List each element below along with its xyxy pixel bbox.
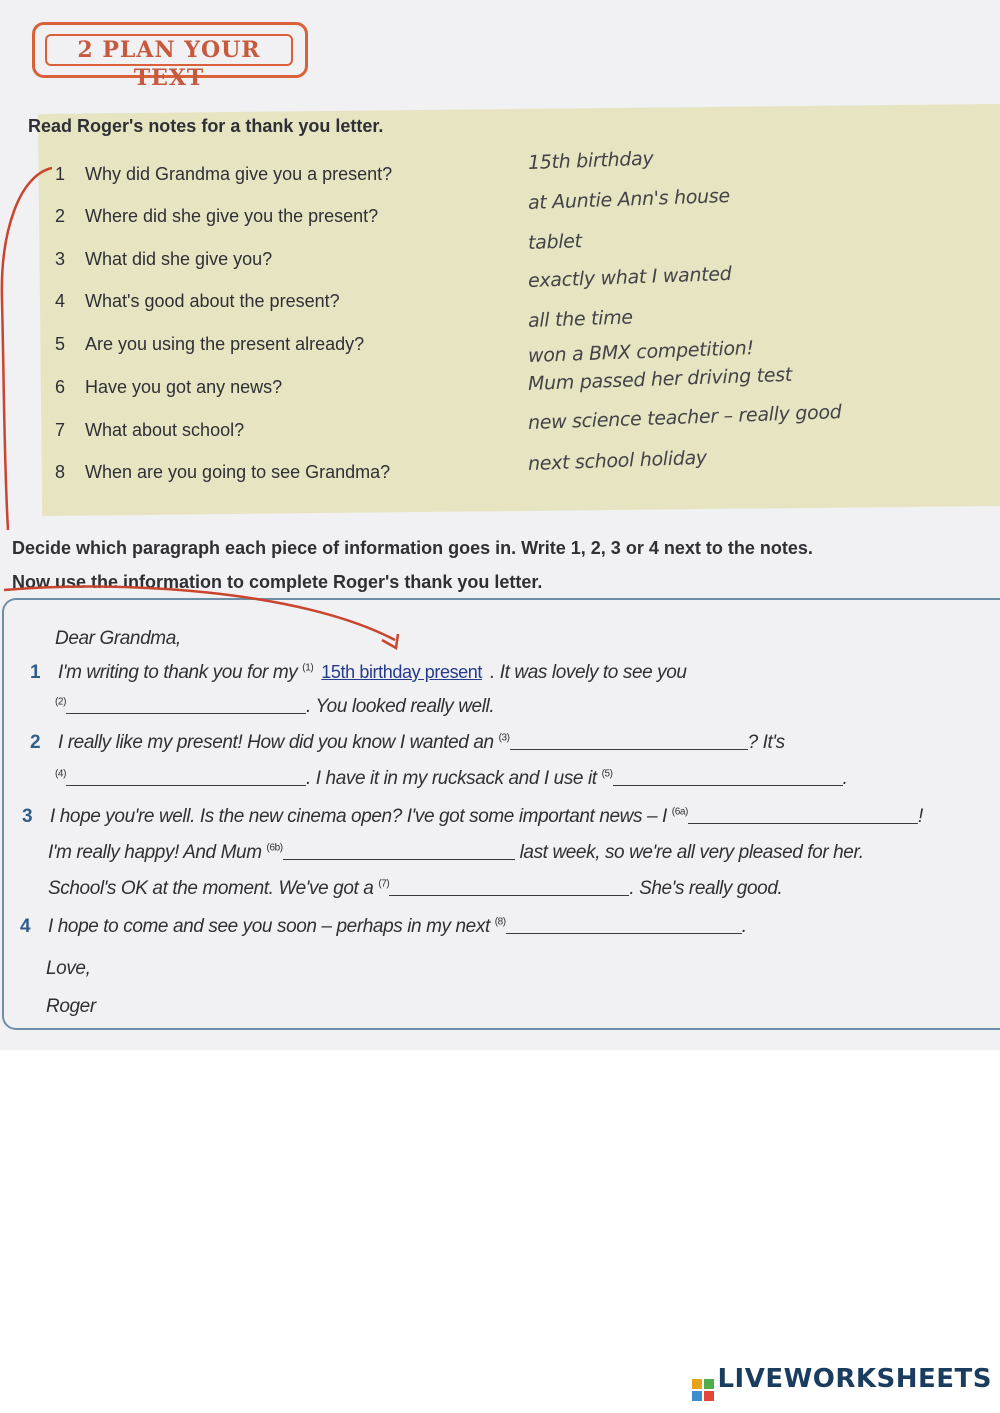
letter-paragraph-1: 1 I'm writing to thank you for my $^{(1)}$ 15th birthday present . It was lovely to see you — [30, 662, 687, 683]
arrow-curve — [4, 587, 395, 640]
note-question: 6 Have you got any news? — [55, 377, 283, 397]
instruction-line-1: Decide which paragraph each piece of information goes in. Write 1, 2, 3 or 4 next to the notes. — [12, 538, 813, 558]
note-answer: new science teacher – really good — [527, 401, 842, 434]
note-answer: tablet — [527, 230, 583, 254]
note-answer: at Auntie Ann's house — [527, 184, 731, 214]
letter-paragraph-3: 3 I hope you're well. Is the new cinema open? I've got some important news – I $^{(6a)}$ ! — [22, 806, 923, 827]
instruction-line-2: Now use the information to complete Roger's thank you letter. — [12, 572, 543, 592]
liveworksheets-logo: LIVEWORKSHEETS — [692, 1364, 992, 1401]
letter-paragraph-2: 2 I really like my present! How did you know I wanted an $^{(3)}$ ? It's — [30, 732, 785, 753]
note-question: 5 Are you using the present already? — [55, 334, 365, 354]
note-question: 8 When are you going to see Grandma? — [55, 462, 391, 482]
letter-signature: Roger — [46, 996, 96, 1017]
note-answer: next school holiday — [527, 446, 708, 475]
section-badge-label: 2 PLAN YOUR TEXT — [45, 34, 293, 66]
note-answer: Mum passed her driving test — [527, 363, 793, 395]
answer-1[interactable]: 15th birthday present — [321, 662, 483, 682]
letter-line: I'm really happy! And Mum $^{(6b)}$ last week, so we're all very pleased for her. — [48, 842, 864, 863]
note-question: 3 What did she give you? — [55, 249, 273, 269]
note-question: 1 Why did Grandma give you a present? — [55, 164, 393, 184]
letter-closing: Love, — [46, 958, 91, 979]
letter-line: $^{(4)}$ . I have it in my rucksack and I use it $^{(5)}$ . — [55, 768, 848, 789]
letter-paragraph-4: 4 I hope to come and see you soon – perhaps in my next $^{(8)}$ . — [20, 916, 747, 937]
note-question: 2 Where did she give you the present? — [55, 206, 379, 226]
note-question: 7 What about school? — [55, 420, 245, 440]
intro-text: Read Roger's notes for a thank you letter. — [28, 116, 384, 136]
letter-line: $^{(2)}$ . You looked really well. — [55, 696, 495, 717]
logo-mark-icon — [692, 1379, 714, 1401]
note-answer: 15th birthday — [527, 147, 654, 174]
note-answer: exactly what I wanted — [527, 262, 732, 292]
note-answer: all the time — [527, 306, 634, 332]
note-answer: won a BMX competition! — [527, 337, 755, 367]
letter-greeting: Dear Grandma, — [55, 628, 181, 649]
letter-line: School's OK at the moment. We've got a $^{(7)}$ . She's really good. — [48, 878, 783, 899]
note-question: 4 What's good about the present? — [55, 291, 340, 311]
left-bracket-curve — [2, 168, 52, 530]
